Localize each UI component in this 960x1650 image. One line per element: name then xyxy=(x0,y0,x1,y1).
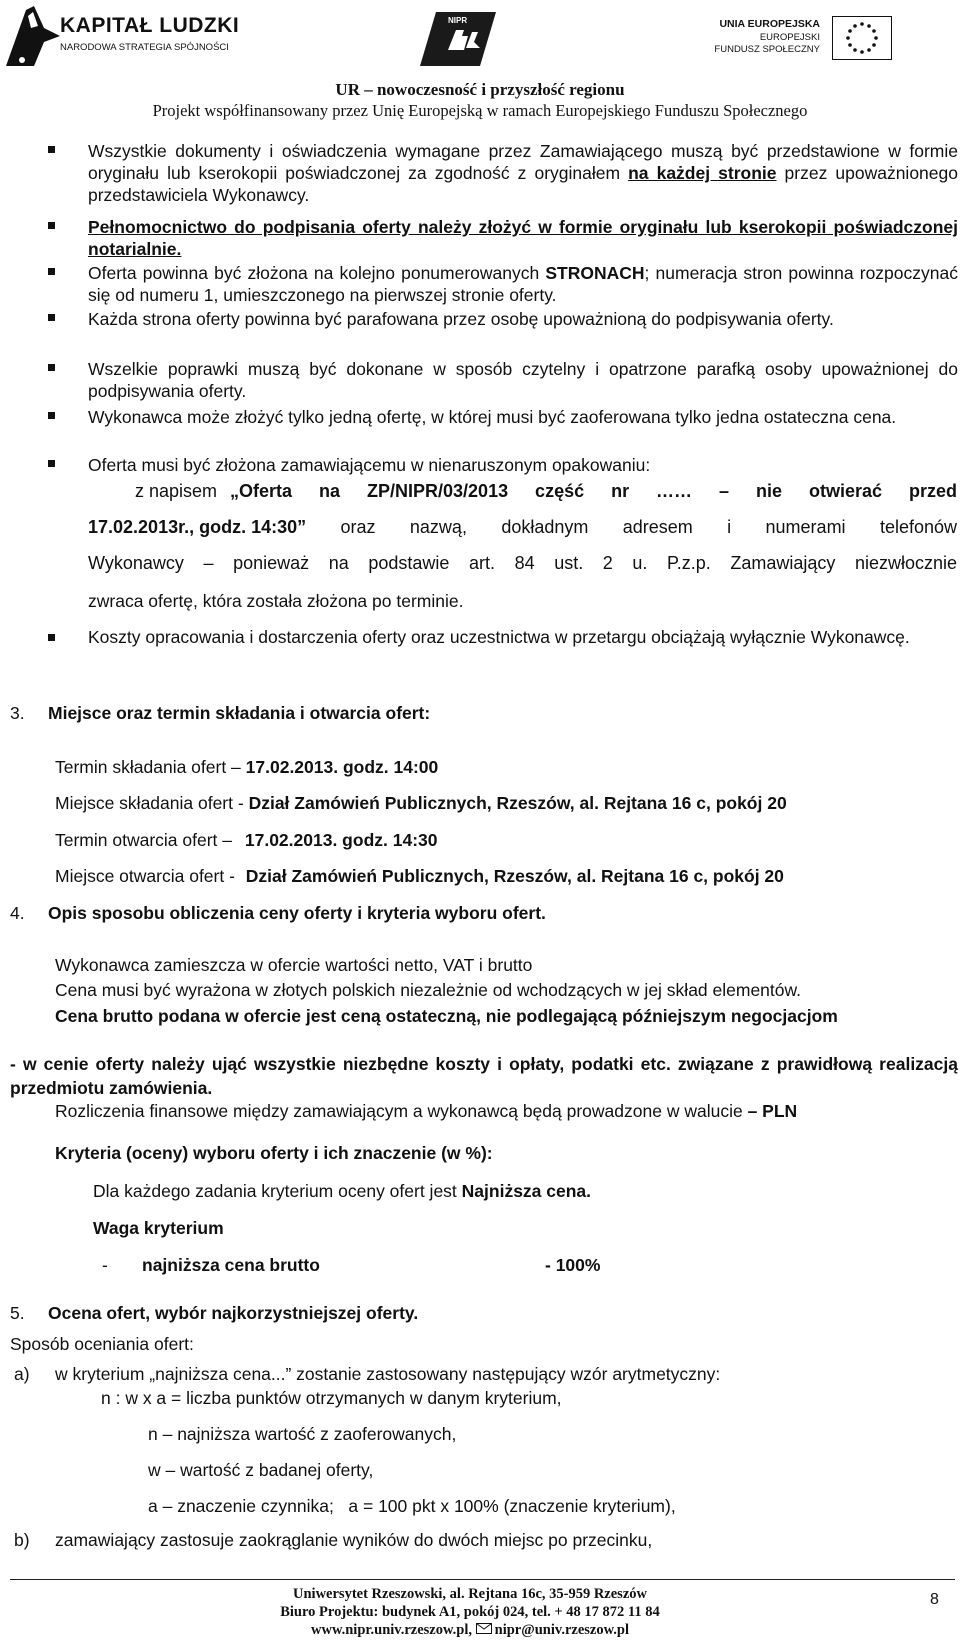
section3-title: Miejsce oraz termin składania i otwarcia ofert: xyxy=(48,703,431,723)
package-label-line4: zwraca ofertę, która została złożona po terminie. xyxy=(88,591,464,611)
footer-address: Uniwersytet Rzeszowski, al. Rejtana 16c, 35-959 Rzeszów xyxy=(293,1586,647,1602)
bullet-marker xyxy=(48,268,55,275)
project-subtitle: Projekt współfinansowany przez Unię Europejską w ramach Europejskiego Funduszu Społecznego xyxy=(152,101,808,120)
bullet-marker xyxy=(48,314,55,321)
bullet-documents-text1: Wszystkie dokumenty i oświadczenia wymagane przez Zamawiającego muszą być przedstawione w formie oryginału lub kserokopii poświadczonej za zgodność z oryginałem xyxy=(88,141,958,183)
criteria-title: Kryteria (oceny) wyboru oferty i ich znaczenie (w %): xyxy=(55,1143,493,1163)
bullet-initialed-pages: Każda strona oferty powinna być parafowana przez osobę upoważnioną do podpisywania oferty. xyxy=(88,309,834,329)
bullet-marker xyxy=(48,146,55,153)
package-label-prefix: z napisem xyxy=(135,481,223,501)
nipr-logo-text: NIPR xyxy=(448,16,468,25)
kapital-ludzki-logo xyxy=(4,2,244,68)
eu-line3: FUNDUSZ SPOŁECZNY xyxy=(714,44,820,55)
footer-website[interactable]: www.nipr.univ.rzeszow.pl, xyxy=(311,1622,476,1638)
bullet-corrections: Wszelkie poprawki muszą być dokonane w sposób czytelny i opatrzone parafką osoby upoważnionej do podpisywania oferty. xyxy=(88,359,958,401)
eu-line2: EUROPEJSKI xyxy=(759,32,820,43)
item-b-label: b) xyxy=(14,1530,30,1550)
footer-divider xyxy=(10,1579,955,1580)
section4-title: Opis sposobu obliczenia ceny oferty i kryteria wyboru ofert. xyxy=(48,903,546,923)
package-label-line2 xyxy=(88,517,957,538)
weight-criterion-value: - 100% xyxy=(545,1255,601,1275)
final-price-note xyxy=(10,1004,958,1028)
eu-line1: UNIA EUROPEJSKA xyxy=(719,18,820,30)
submission-deadline xyxy=(55,757,438,778)
mail-icon xyxy=(476,1622,492,1639)
package-label-line1 xyxy=(135,481,957,502)
weight-dash: - xyxy=(102,1255,108,1275)
submission-place-label: Miejsce składania ofert - xyxy=(55,793,249,813)
opening-deadline-value: 17.02.2013. godz. 14:30 xyxy=(244,830,438,850)
item-a-text: w kryterium „najniższa cena...” zostanie zastosowany następujący wzór arytmetyczny: xyxy=(55,1364,721,1384)
opening-place-value: Dział Zamówień Publicznych, Rzeszów, al. Rejtana 16 c, pokój 20 xyxy=(245,866,784,886)
settlement-currency xyxy=(55,1101,797,1122)
footer-contact xyxy=(0,1622,940,1639)
bullet-documents-text2: przez upoważnionego przedstawiciela Wykonawcy. xyxy=(88,163,958,205)
package-label-deadline: 17.02.2013r., godz. 14:30” xyxy=(88,517,307,537)
criteria-description xyxy=(93,1181,591,1202)
bullet-marker xyxy=(48,222,55,229)
submission-place-value: Dział Zamówień Publicznych, Rzeszów, al. Rejtana 16 c, pokój 20 xyxy=(248,793,787,813)
bullet-documents-emphasis: na każdej stronie xyxy=(628,163,777,183)
section4-number: 4. xyxy=(10,903,25,923)
opening-deadline-label: Termin otwarcia ofert – xyxy=(55,830,237,850)
nipr-logo xyxy=(418,10,498,68)
bullet-marker xyxy=(48,364,55,371)
eu-flag-icon xyxy=(832,16,892,60)
bullet-marker xyxy=(48,460,55,467)
bullet-numbered-pages-text2: ; numeracja stron powinna rozpoczynać się od numeru 1, umieszczonego na pierwszej stronie oferty. xyxy=(88,263,958,305)
evaluation-method: Sposób oceniania ofert: xyxy=(10,1334,194,1354)
project-title: UR – nowoczesność i przyszłość regionu xyxy=(335,80,625,99)
submission-deadline-label: Termin składania ofert – xyxy=(55,757,246,777)
package-label-inscription: „Oferta na ZP/NIPR/03/2013 część nr …… – nie otwierać przed xyxy=(230,481,957,501)
criteria-description-value: Najniższa cena. xyxy=(461,1181,592,1201)
weight-title: Waga kryterium xyxy=(93,1218,224,1238)
definition-a: a – znaczenie czynnika; a = 100 pkt x 100% (znaczenie kryterium), xyxy=(148,1496,676,1516)
bullet-numbered-pages xyxy=(88,262,958,306)
item-a-label: a) xyxy=(14,1364,30,1384)
opening-deadline xyxy=(55,830,438,851)
kapital-ludzki-emblem-icon xyxy=(4,2,62,68)
footer-office: Biuro Projektu: budynek A1, pokój 024, tel. + 48 17 872 11 84 xyxy=(280,1604,660,1620)
bullet-numbered-pages-emphasis: STRONACH xyxy=(545,263,645,283)
item-b-text: zamawiający zastosuje zaokrąglanie wyników do dwóch miejsc po przecinku, xyxy=(55,1530,653,1550)
scoring-formula: n : w x a = liczba punktów otrzymanych w danym kryterium, xyxy=(101,1388,562,1408)
bullet-power-of-attorney: Pełnomocnictwo do podpisania oferty należy złożyć w formie oryginału lub kserokopii poświadczonej notarialnie. xyxy=(88,217,958,259)
submission-place xyxy=(55,793,787,814)
footer-email[interactable]: nipr@univ.rzeszow.pl xyxy=(494,1622,629,1638)
bullet-marker xyxy=(48,412,55,419)
settlement-currency-text: Rozliczenia finansowe między zamawiającym a wykonawcą będą prowadzone w walucie xyxy=(55,1101,748,1121)
package-label-line3: Wykonawcy – ponieważ na podstawie art. 84 ust. 2 u. P.z.p. Zamawiający niezwłocznie xyxy=(88,553,957,573)
bullet-single-offer: Wykonawca może złożyć tylko jedną ofertę, w której musi być zaoferowana tylko jedna ostateczna cena. xyxy=(88,407,897,427)
weight-criterion-name: najniższa cena brutto xyxy=(142,1255,320,1275)
definition-w: w – wartość z badanej oferty, xyxy=(148,1460,374,1480)
opening-place xyxy=(55,866,784,887)
all-costs-note: - w cenie oferty należy ująć wszystkie niezbędne koszty i opłaty, podatki etc. związane z prawidłową realizacją przedmiotu zamówienia. xyxy=(10,1054,958,1098)
settlement-currency-value: – PLN xyxy=(747,1101,798,1121)
kapital-ludzki-title: KAPITAŁ LUDZKI xyxy=(60,14,240,37)
currency-note: Cena musi być wyrażona w złotych polskich niezależnie od wchodzących w jej skład elementów. xyxy=(55,980,802,1000)
final-price-text: Cena brutto podana w ofercie jest ceną ostateczną, nie podlegającą późniejszym negocjacjom xyxy=(55,1006,838,1026)
opening-place-label: Miejsce otwarcia ofert - xyxy=(55,866,240,886)
submission-deadline-value: 17.02.2013. godz. 14:00 xyxy=(245,757,439,777)
net-vat-gross-note: Wykonawca zamieszcza w ofercie wartości netto, VAT i brutto xyxy=(55,955,533,975)
criteria-description-text: Dla każdego zadania kryterium oceny ofert jest xyxy=(93,1181,462,1201)
eu-logo xyxy=(714,14,900,64)
definition-n: n – najniższa wartość z zaoferowanych, xyxy=(148,1424,457,1444)
bullet-marker xyxy=(48,634,55,641)
bullet-costs: Koszty opracowania i dostarczenia oferty oraz uczestnictwa w przetargu obciążają wyłącznie Wykonawcę. xyxy=(88,627,910,647)
bullet-sealed-package: Oferta musi być złożona zamawiającemu w nienaruszonym opakowaniu: xyxy=(88,455,651,475)
page-number: 8 xyxy=(930,1591,939,1608)
section5-title: Ocena ofert, wybór najkorzystniejszej oferty. xyxy=(48,1303,419,1323)
section3-number: 3. xyxy=(10,703,25,723)
kapital-ludzki-subtitle: NARODOWA STRATEGIA SPÓJNOŚCI xyxy=(60,42,229,53)
bullet-numbered-pages-text1: Oferta powinna być złożona na kolejno ponumerowanych xyxy=(88,263,546,283)
section5-number: 5. xyxy=(10,1303,25,1323)
bullet-documents xyxy=(88,140,958,206)
package-label-rest: oraz nazwą, dokładnym adresem i numerami telefonów xyxy=(306,517,957,537)
